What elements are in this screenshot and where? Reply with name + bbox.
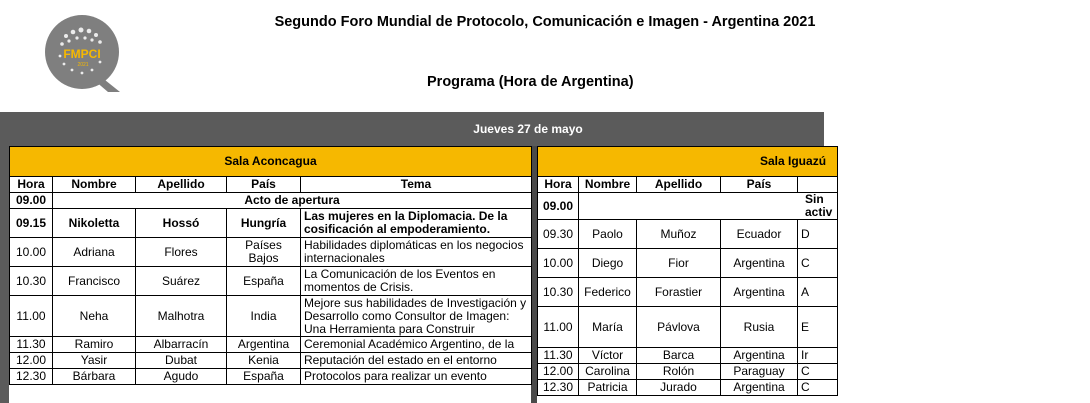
cell-tema: Protocolos para realizar un evento — [301, 369, 532, 385]
program-sheet — [0, 112, 833, 403]
table-row — [538, 364, 838, 380]
cell-tema: Mejore sus habilidades de Investigación y Desarrollo como Consultor de Imagen: Una Herramienta para Construir — [301, 296, 532, 337]
cell-apellido: Forastier — [637, 278, 721, 307]
apertura-hora: 09.00 — [538, 193, 579, 220]
table-row — [10, 369, 532, 385]
table-row — [10, 209, 532, 238]
cell-hora: 09.30 — [538, 220, 579, 249]
cell-hora: 12.00 — [10, 353, 53, 369]
cell-tema: La Comunicación de los Eventos en momentos de Crisis. — [301, 267, 532, 296]
cell-apellido: Flores — [136, 238, 227, 267]
cell-nombre: Diego — [579, 249, 637, 278]
table-sala-iguazu — [537, 146, 838, 396]
cell-tema: Ir — [798, 348, 838, 364]
cell-nombre: María — [579, 307, 637, 348]
day-banner — [0, 112, 824, 146]
page-title: Segundo Foro Mundial de Protocolo, Comunicación e Imagen - Argentina 2021 — [274, 14, 816, 30]
cell-tema: Reputación del estado en el entorno — [301, 353, 532, 369]
cell-pais: Hungría — [227, 209, 301, 238]
cell-nombre: Yasir — [53, 353, 136, 369]
cell-apellido: Agudo — [136, 369, 227, 385]
cell-tema: Las mujeres en la Diplomacia. De la cosificación al empoderamiento. — [301, 209, 532, 238]
cell-pais: Kenia — [227, 353, 301, 369]
table-row — [538, 348, 838, 364]
cell-tema: Habilidades diplomáticas en los negocios internacionales — [301, 238, 532, 267]
col-hora: Hora — [10, 177, 53, 193]
cell-pais: Paraguay — [721, 364, 798, 380]
col-nombre: Nombre — [579, 177, 637, 193]
cell-apellido: Albarracín — [136, 337, 227, 353]
cell-nombre: Bárbara — [53, 369, 136, 385]
table-row — [538, 278, 838, 307]
page-subtitle: Programa (Hora de Argentina) — [427, 74, 634, 90]
cell-tema: A — [798, 278, 838, 307]
table-row — [10, 353, 532, 369]
cell-hora: 11.30 — [538, 348, 579, 364]
col-tema — [798, 177, 838, 193]
cell-tema: Ceremonial Académico Argentino, de la — [301, 337, 532, 353]
table-sala-aconcagua — [9, 146, 532, 385]
col-pais: País — [227, 177, 301, 193]
cell-apellido: Suárez — [136, 267, 227, 296]
cell-tema: E — [798, 307, 838, 348]
cell-apellido: Fior — [637, 249, 721, 278]
sala-aconcagua-heading: Sala Aconcagua — [10, 147, 532, 177]
col-apellido: Apellido — [637, 177, 721, 193]
cell-apellido: Barca — [637, 348, 721, 364]
table-row — [538, 307, 838, 348]
sala-iguazu-heading: Sala Iguazú — [538, 147, 838, 177]
cell-hora: 12.00 — [538, 364, 579, 380]
cell-pais: España — [227, 267, 301, 296]
table-row — [10, 267, 532, 296]
cell-nombre: Paolo — [579, 220, 637, 249]
cell-pais: Países Bajos — [227, 238, 301, 267]
col-hora: Hora — [538, 177, 579, 193]
cell-hora: 10.00 — [538, 249, 579, 278]
cell-pais: Argentina — [721, 278, 798, 307]
apertura-text: Acto de apertura — [53, 193, 532, 209]
cell-pais: Argentina — [721, 348, 798, 364]
col-nombre: Nombre — [53, 177, 136, 193]
cell-tema: D — [798, 220, 838, 249]
apertura-hora: 09.00 — [10, 193, 53, 209]
col-pais: País — [721, 177, 798, 193]
cell-hora: 09.15 — [10, 209, 53, 238]
cell-hora: 10.30 — [538, 278, 579, 307]
cell-pais: Argentina — [721, 380, 798, 396]
cell-tema: C — [798, 249, 838, 278]
cell-hora: 11.00 — [10, 296, 53, 337]
cell-nombre: Ramiro — [53, 337, 136, 353]
col-tema: Tema — [301, 177, 532, 193]
logo-year: 2021 — [77, 62, 89, 68]
cell-hora: 11.00 — [538, 307, 579, 348]
cell-pais: India — [227, 296, 301, 337]
cell-apellido: Dubat — [136, 353, 227, 369]
cell-nombre: Francisco — [53, 267, 136, 296]
table-row — [10, 238, 532, 267]
table-row — [538, 249, 838, 278]
cell-nombre: Patricia — [579, 380, 637, 396]
table-row — [538, 220, 838, 249]
cell-apellido: Malhotra — [136, 296, 227, 337]
cell-hora: 12.30 — [10, 369, 53, 385]
cell-nombre: Nikoletta — [53, 209, 136, 238]
cell-apellido: Pávlova — [637, 307, 721, 348]
cell-pais: Rusia — [721, 307, 798, 348]
table-row — [10, 337, 532, 353]
cell-nombre: Neha — [53, 296, 136, 337]
cell-nombre: Carolina — [579, 364, 637, 380]
cell-hora: 10.30 — [10, 267, 53, 296]
cell-nombre: Federico — [579, 278, 637, 307]
day-label: Jueves 27 de mayo — [473, 122, 583, 136]
cell-nombre: Víctor — [579, 348, 637, 364]
cell-hora: 12.30 — [538, 380, 579, 396]
sheet-left-border — [0, 112, 9, 403]
cell-pais: Argentina — [721, 249, 798, 278]
table-row — [10, 296, 532, 337]
cell-tema: C — [798, 364, 838, 380]
cell-pais: España — [227, 369, 301, 385]
table-row — [538, 380, 838, 396]
apertura-text: Sin activ — [579, 193, 838, 220]
cell-apellido: Muñoz — [637, 220, 721, 249]
cell-apellido: Jurado — [637, 380, 721, 396]
cell-nombre: Adriana — [53, 238, 136, 267]
cell-hora: 10.00 — [10, 238, 53, 267]
cell-tema: C — [798, 380, 838, 396]
cell-apellido: Rolón — [637, 364, 721, 380]
cell-apellido: Hossó — [136, 209, 227, 238]
col-apellido: Apellido — [136, 177, 227, 193]
cell-hora: 11.30 — [10, 337, 53, 353]
logo-text: FMPCI — [63, 47, 101, 61]
cell-pais: Argentina — [227, 337, 301, 353]
cell-pais: Ecuador — [721, 220, 798, 249]
